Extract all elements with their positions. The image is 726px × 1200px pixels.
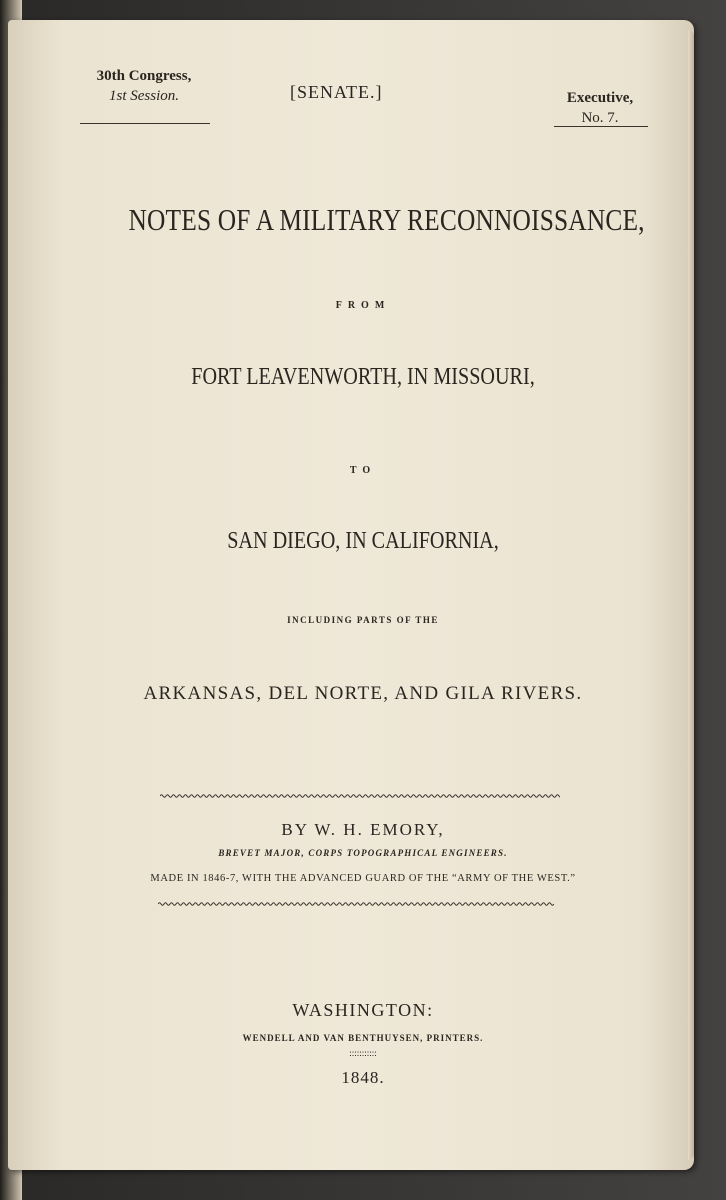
including-label: INCLUDING PARTS OF THE <box>287 615 439 625</box>
header-rule-left <box>80 123 210 124</box>
imprint-city: WASHINGTON: <box>292 1000 434 1020</box>
ornamental-rule-top <box>160 792 560 800</box>
title-page <box>8 20 694 1170</box>
origin-title: FORT LEAVENWORTH, IN MISSOURI, <box>191 364 535 390</box>
author-rank: BREVET MAJOR, CORPS TOPOGRAPHICAL ENGINEERS. <box>218 848 508 858</box>
imprint-printers: WENDELL AND VAN BENTHUYSEN, PRINTERS. <box>242 1033 484 1043</box>
main-title: NOTES OF A MILITARY RECONNOISSANCE, <box>128 202 645 237</box>
expedition-note: MADE IN 1846-7, WITH THE ADVANCED GUARD OF THE “ARMY OF THE WEST.” <box>150 873 576 884</box>
imprint-year: 1848. <box>341 1068 385 1087</box>
rivers-title: ARKANSAS, DEL NORTE, AND GILA RIVERS. <box>143 683 583 704</box>
header-rule-right <box>554 126 648 127</box>
congress-session <box>74 66 214 106</box>
document-number: No. 7. <box>581 110 619 126</box>
senate-label: [SENATE.] <box>290 82 383 102</box>
ornamental-rule-bottom <box>158 900 554 908</box>
to-label: TO <box>349 465 377 476</box>
session-label: 1st Session. <box>108 88 179 104</box>
imprint-ornament: ::::::::::: <box>349 1048 377 1058</box>
executive-document <box>535 88 665 128</box>
congress-label: 30th Congress, <box>96 68 192 84</box>
from-label: FROM <box>335 300 391 311</box>
destination-title: SAN DIEGO, IN CALIFORNIA, <box>227 528 499 554</box>
author-byline: BY W. H. EMORY, <box>281 820 445 839</box>
page-edge <box>688 30 694 1160</box>
executive-label: Executive, <box>566 90 634 106</box>
